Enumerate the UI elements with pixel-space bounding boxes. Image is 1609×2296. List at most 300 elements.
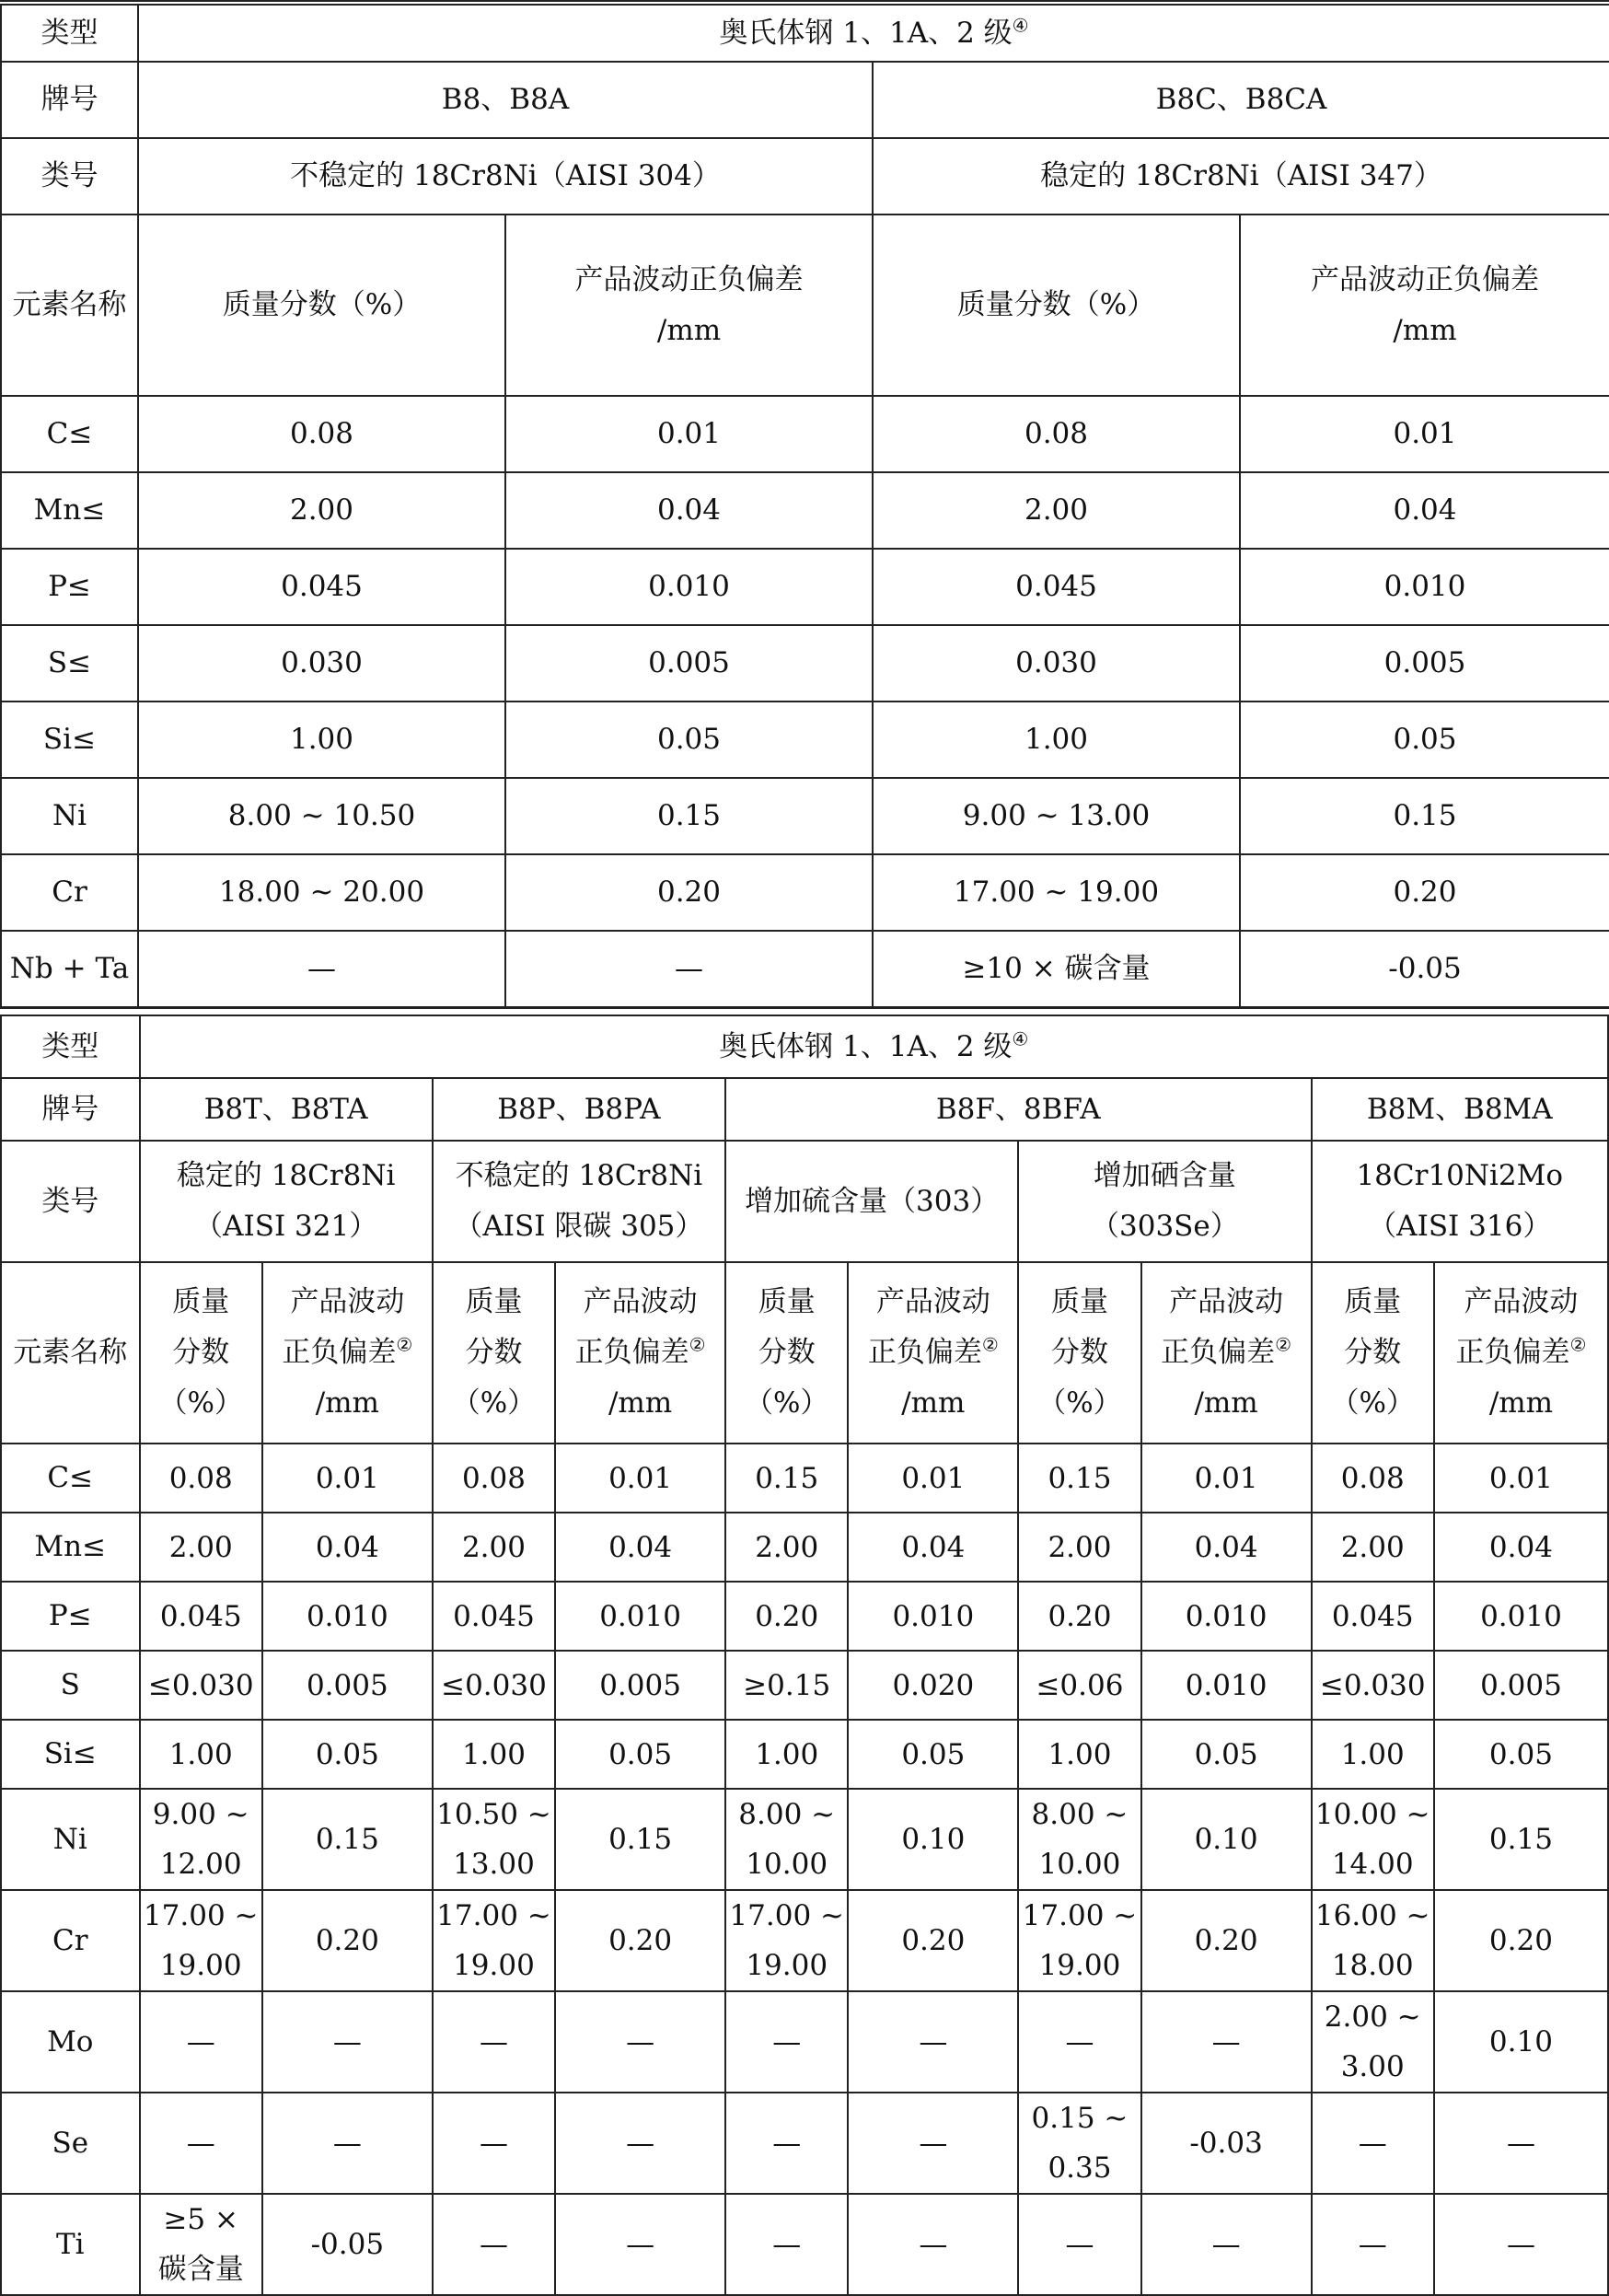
class-303 — [725, 1141, 1018, 1262]
mass-value — [140, 2093, 262, 2194]
mass-value — [140, 1444, 262, 1513]
value-line: — — [1211, 2025, 1241, 2058]
mass-header-line: 分数 — [465, 1336, 523, 1369]
value-line: 8.00 ~ — [1031, 1798, 1129, 1831]
mass-value: 0.045 — [873, 549, 1240, 625]
value-line: ≤0.030 — [147, 1668, 254, 1702]
tolerance-header-text: 正负偏差 — [867, 1336, 982, 1369]
mass-value — [433, 2194, 555, 2295]
value-line: 0.05 — [315, 1737, 379, 1771]
type-row — [1, 1015, 1608, 1078]
class-316 — [1312, 1141, 1608, 1262]
mass-value — [140, 1890, 262, 1991]
value-line: 0.05 — [608, 1737, 673, 1771]
tolerance-value — [848, 2093, 1018, 2194]
value-line: 2.00 — [168, 1530, 233, 1564]
composition-table-1 — [0, 4, 1609, 1008]
value-line: — — [1506, 2228, 1535, 2261]
value-line: 0.35 — [1048, 2151, 1112, 2185]
class-line1: 增加硒含量 — [1093, 1159, 1236, 1192]
tolerance-header-text: 正负偏差 — [574, 1336, 689, 1369]
value-line: 碳含量 — [157, 2253, 244, 2286]
value-line: 17.00 ~ — [1022, 1899, 1138, 1932]
tolerance-note: ② — [396, 1333, 413, 1356]
tolerance-value — [262, 2093, 433, 2194]
mass-header-line: 质量 — [1050, 1285, 1108, 1318]
mass-value — [1018, 1651, 1140, 1720]
element-name: Mn≤ — [1, 1513, 140, 1582]
mass-header-line: （%） — [451, 1386, 537, 1420]
tolerance-header-line: 产品波动 — [1169, 1285, 1284, 1318]
value-line: 0.01 — [1488, 1461, 1553, 1495]
mass-value: 2.00 — [138, 472, 505, 549]
element-name: S≤ — [1, 625, 138, 702]
tolerance-header-line: /mm — [901, 1386, 966, 1420]
value-line: 0.20 — [1048, 1599, 1112, 1633]
mass-value: 18.00 ~ 20.00 — [138, 854, 505, 931]
class-line2: （AISI 316） — [1368, 1210, 1552, 1243]
table-row — [1, 1720, 1608, 1789]
value-line: 2.00 ~ — [1324, 2000, 1421, 2034]
mass-value — [725, 2194, 848, 2295]
value-line: 1.00 — [755, 1737, 819, 1771]
mass-header-line: 分数 — [758, 1336, 816, 1369]
tolerance-value — [262, 1651, 433, 1720]
value-line: 0.010 — [1185, 1668, 1268, 1702]
tolerance-value — [555, 1991, 725, 2093]
tolerance-header — [848, 1262, 1018, 1444]
value-line: 2.00 — [755, 1530, 819, 1564]
table-row — [1, 1582, 1608, 1651]
tolerance-value — [555, 1651, 725, 1720]
tolerance-value — [848, 1651, 1018, 1720]
mass-value — [140, 1991, 262, 2093]
value-line: 0.01 — [901, 1461, 966, 1495]
value-line: 0.04 — [1194, 1530, 1258, 1564]
mass-value — [1312, 1720, 1434, 1789]
value-line: 0.20 — [608, 1924, 673, 1957]
value-line: ≤0.030 — [1319, 1668, 1426, 1702]
tolerance-header-text: 正负偏差 — [282, 1336, 397, 1369]
mass-value: — — [138, 931, 505, 1007]
value-line: 0.20 — [901, 1924, 966, 1957]
value-line: 1.00 — [168, 1737, 233, 1771]
table-row — [1, 2194, 1608, 2295]
tolerance-header — [1240, 215, 1609, 396]
mass-value — [1312, 1890, 1434, 1991]
value-line: 0.01 — [1194, 1461, 1258, 1495]
value-line: 0.005 — [1480, 1668, 1562, 1702]
mass-header — [1018, 1262, 1140, 1444]
class-line2: （AISI 321） — [194, 1210, 378, 1243]
mass-value — [725, 1513, 848, 1582]
value-line: -0.05 — [310, 2228, 385, 2261]
tolerance-value — [262, 2194, 433, 2295]
mass-value — [1312, 2194, 1434, 2295]
value-line: 10.00 ~ — [1314, 1798, 1430, 1831]
tolerance-value: 0.05 — [505, 702, 873, 778]
tolerance-header-line — [263, 1328, 432, 1378]
tolerance-value — [1141, 1991, 1312, 2093]
mass-value: 0.08 — [138, 396, 505, 472]
value-line: 16.00 ~ — [1314, 1899, 1430, 1932]
column-header-row — [1, 215, 1609, 396]
value-line: — — [919, 2025, 948, 2058]
value-line: 0.20 — [1488, 1924, 1553, 1957]
table-row — [1, 549, 1609, 625]
table-row — [1, 1789, 1608, 1890]
tolerance-value — [848, 1890, 1018, 1991]
element-name: C≤ — [1, 396, 138, 472]
mass-value — [1018, 2194, 1140, 2295]
value-line: 14.00 — [1331, 1848, 1414, 1881]
tolerance-value: 0.05 — [1240, 702, 1609, 778]
table-row — [1, 2093, 1608, 2194]
value-line: 0.15 — [315, 1823, 379, 1856]
value-line: 18.00 — [1331, 1949, 1414, 1982]
tolerance-value — [555, 1720, 725, 1789]
element-name: Mn≤ — [1, 472, 138, 549]
mass-value — [1312, 1789, 1434, 1890]
mass-header — [140, 1262, 262, 1444]
tolerance-header — [505, 215, 873, 396]
grade-b8p: B8P、B8PA — [433, 1078, 725, 1141]
class-label: 类号 — [1, 1141, 140, 1262]
tolerance-header-line — [556, 1328, 724, 1378]
mass-value — [1018, 1720, 1140, 1789]
element-name: Ni — [1, 778, 138, 854]
value-line: 0.20 — [1194, 1924, 1258, 1957]
element-name: Ni — [1, 1789, 140, 1890]
value-line: 0.15 — [608, 1823, 673, 1856]
tolerance-value — [1141, 1582, 1312, 1651]
value-line: — — [1506, 2127, 1535, 2160]
mass-value — [725, 1651, 848, 1720]
value-line: 0.045 — [1331, 1599, 1414, 1633]
class-304: 不稳定的 18Cr8Ni（AISI 304） — [138, 138, 873, 215]
value-line: 0.04 — [1488, 1530, 1553, 1564]
value-line: 0.15 — [1048, 1461, 1112, 1495]
class-line1: 增加硫含量（303） — [745, 1184, 1000, 1218]
value-line: 0.08 — [168, 1461, 233, 1495]
element-name: Ti — [1, 2194, 140, 2295]
class-line2: （303Se） — [1091, 1210, 1239, 1243]
tolerance-value — [555, 1890, 725, 1991]
tolerance-note: ② — [689, 1333, 706, 1356]
value-line: 13.00 — [453, 1848, 535, 1881]
tolerance-value — [262, 1890, 433, 1991]
tolerance-value — [262, 1582, 433, 1651]
column-header-row — [1, 1262, 1608, 1444]
value-line: 10.00 — [1038, 1848, 1121, 1881]
value-line: 10.50 ~ — [436, 1798, 551, 1831]
value-line: — — [919, 2127, 948, 2160]
tolerance-value — [848, 2194, 1018, 2295]
grade-b8m: B8M、B8MA — [1312, 1078, 1608, 1141]
grade-b8c: B8C、B8CA — [873, 62, 1609, 138]
tolerance-value — [1141, 1651, 1312, 1720]
mass-value — [725, 1582, 848, 1651]
table-row — [1, 778, 1609, 854]
mass-header-line: 分数 — [1050, 1336, 1108, 1369]
type-value: 奥氏体钢 1、1A、2 级 — [719, 1029, 1013, 1063]
type-value-cell — [138, 5, 1609, 62]
mass-value — [1018, 1890, 1140, 1991]
mass-value — [1312, 1444, 1434, 1513]
tolerance-value — [1141, 1513, 1312, 1582]
mass-value — [433, 1720, 555, 1789]
type-label: 类型 — [1, 1015, 140, 1078]
tolerance-note: ② — [981, 1333, 999, 1356]
tolerance-value — [262, 1720, 433, 1789]
mass-value — [1018, 1582, 1140, 1651]
type-value: 奥氏体钢 1、1A、2 级 — [719, 16, 1013, 50]
element-name: Si≤ — [1, 702, 138, 778]
mass-header: 质量分数（%） — [873, 215, 1240, 396]
mass-value: 1.00 — [873, 702, 1240, 778]
value-line: 0.20 — [755, 1599, 819, 1633]
tolerance-value: 0.010 — [1240, 549, 1609, 625]
tolerance-value: 0.15 — [1240, 778, 1609, 854]
value-line: 0.20 — [315, 1924, 379, 1957]
mass-header-line: 质量 — [758, 1285, 816, 1318]
value-line: 9.00 ~ — [152, 1798, 249, 1831]
value-line: 0.020 — [892, 1668, 975, 1702]
mass-value — [725, 1720, 848, 1789]
tolerance-header-line — [849, 1328, 1017, 1378]
value-line: — — [772, 2025, 802, 2058]
tolerance-value: 0.01 — [505, 396, 873, 472]
element-name: S — [1, 1651, 140, 1720]
value-line: ≥5 × — [163, 2203, 238, 2236]
tolerance-value — [848, 1991, 1018, 2093]
mass-value: 9.00 ~ 13.00 — [873, 778, 1240, 854]
tolerance-value — [555, 1444, 725, 1513]
value-line: — — [479, 2228, 508, 2261]
tolerance-note: ② — [1275, 1333, 1292, 1356]
grade-b8t: B8T、B8TA — [140, 1078, 433, 1141]
tolerance-value: 0.005 — [505, 625, 873, 702]
mass-value — [140, 2194, 262, 2295]
value-line: 0.045 — [159, 1599, 242, 1633]
tolerance-value — [555, 2093, 725, 2194]
grade-row — [1, 62, 1609, 138]
value-line: 1.00 — [1048, 1737, 1112, 1771]
element-name: P≤ — [1, 1582, 140, 1651]
tolerance-value — [848, 1513, 1018, 1582]
value-line: -0.03 — [1189, 2127, 1263, 2160]
mass-value: 8.00 ~ 10.50 — [138, 778, 505, 854]
mass-header — [725, 1262, 848, 1444]
value-line: 0.10 — [1488, 2025, 1553, 2058]
mass-value — [433, 1444, 555, 1513]
class-347: 稳定的 18Cr8Ni（AISI 347） — [873, 138, 1609, 215]
element-name: Mo — [1, 1991, 140, 2093]
value-line: 0.04 — [901, 1530, 966, 1564]
mass-value — [433, 1890, 555, 1991]
grade-row — [1, 1078, 1608, 1141]
table1-body — [1, 396, 1609, 1007]
mass-header-line: （%） — [1330, 1386, 1415, 1420]
tolerance-value — [262, 1513, 433, 1582]
tolerance-value — [1434, 1720, 1608, 1789]
value-line: — — [186, 2127, 215, 2160]
grade-label: 牌号 — [1, 1078, 140, 1141]
grade-b8f: B8F、8BFA — [725, 1078, 1312, 1141]
tolerance-value — [848, 1789, 1018, 1890]
value-line: 0.01 — [608, 1461, 673, 1495]
value-line: 19.00 — [453, 1949, 535, 1982]
value-line: 0.04 — [315, 1530, 379, 1564]
value-line: 0.10 — [1194, 1823, 1258, 1856]
table-row — [1, 931, 1609, 1007]
class-row — [1, 1141, 1608, 1262]
value-line: 0.010 — [599, 1599, 681, 1633]
value-line: 0.15 — [1488, 1823, 1553, 1856]
tolerance-header-line — [1142, 1328, 1311, 1378]
class-line1: 不稳定的 18Cr8Ni — [455, 1159, 703, 1192]
mass-value: 2.00 — [873, 472, 1240, 549]
mass-value — [1312, 1582, 1434, 1651]
tolerance-header-line: 产品波动 — [583, 1285, 698, 1318]
mass-value — [1018, 1513, 1140, 1582]
tolerance-value: 0.01 — [1240, 396, 1609, 472]
tolerance-value — [848, 1444, 1018, 1513]
value-line: ≤0.06 — [1036, 1668, 1124, 1702]
tolerance-header-line1: 产品波动正负偏差 — [1311, 262, 1539, 296]
mass-value — [433, 1513, 555, 1582]
value-line: 17.00 ~ — [436, 1899, 551, 1932]
table-row — [1, 1651, 1608, 1720]
tolerance-header-line: /mm — [608, 1386, 673, 1420]
tolerance-header — [1141, 1262, 1312, 1444]
tolerance-header — [1434, 1262, 1608, 1444]
tolerance-header-line — [1435, 1328, 1607, 1378]
class-label: 类号 — [1, 138, 138, 215]
tolerance-value: 0.010 — [505, 549, 873, 625]
mass-value: 0.08 — [873, 396, 1240, 472]
table-row — [1, 1444, 1608, 1513]
value-line: 2.00 — [461, 1530, 526, 1564]
value-line: 0.04 — [608, 1530, 673, 1564]
table-row — [1, 1513, 1608, 1582]
mass-value — [433, 2093, 555, 2194]
element-name: C≤ — [1, 1444, 140, 1513]
composition-table-2 — [0, 1015, 1609, 2296]
class-321 — [140, 1141, 433, 1262]
value-line: — — [1358, 2127, 1387, 2160]
value-line: 19.00 — [159, 1949, 242, 1982]
class-line2: （AISI 限碳 305） — [454, 1210, 704, 1243]
tolerance-value — [1434, 1991, 1608, 2093]
tolerance-value — [848, 1720, 1018, 1789]
mass-value — [725, 1444, 848, 1513]
value-line: 0.005 — [306, 1668, 388, 1702]
mass-value — [725, 1789, 848, 1890]
value-line: ≥0.15 — [743, 1668, 831, 1702]
tolerance-header-line1: 产品波动正负偏差 — [574, 262, 804, 296]
value-line: 0.08 — [1340, 1461, 1405, 1495]
value-line: 0.15 ~ — [1031, 2102, 1129, 2135]
value-line: 1.00 — [1340, 1737, 1405, 1771]
mass-header: 质量分数（%） — [138, 215, 505, 396]
tolerance-header-text: 正负偏差 — [1161, 1336, 1276, 1369]
value-line: — — [626, 2025, 655, 2058]
value-line: — — [186, 2025, 215, 2058]
value-line: 2.00 — [1048, 1530, 1112, 1564]
value-line: 0.01 — [315, 1461, 379, 1495]
mass-header-line: 质量 — [465, 1285, 523, 1318]
element-name: Nb + Ta — [1, 931, 138, 1007]
mass-value — [725, 1991, 848, 2093]
tolerance-value — [1434, 1651, 1608, 1720]
tolerance-header-line: 产品波动 — [1464, 1285, 1579, 1318]
tolerance-header-line: /mm — [315, 1386, 379, 1420]
class-303se — [1018, 1141, 1311, 1262]
value-line: 17.00 ~ — [729, 1899, 844, 1932]
tolerance-value — [262, 1991, 433, 2093]
mass-value — [140, 1582, 262, 1651]
tolerance-value — [1434, 2093, 1608, 2194]
table-row — [1, 1991, 1608, 2093]
tolerance-header-line2: /mm — [1393, 313, 1457, 347]
mass-value — [433, 1651, 555, 1720]
tolerance-value: 0.20 — [1240, 854, 1609, 931]
class-row — [1, 138, 1609, 215]
table-row — [1, 702, 1609, 778]
element-name: Se — [1, 2093, 140, 2194]
value-line: 0.08 — [461, 1461, 526, 1495]
value-line: 3.00 — [1340, 2050, 1405, 2083]
value-line: 0.10 — [901, 1823, 966, 1856]
element-label: 元素名称 — [1, 215, 138, 396]
value-line: 0.05 — [901, 1737, 966, 1771]
tolerance-value — [1141, 2093, 1312, 2194]
value-line: — — [479, 2025, 508, 2058]
value-line: — — [1065, 2025, 1094, 2058]
mass-value — [433, 1789, 555, 1890]
mass-header — [1312, 1262, 1434, 1444]
mass-header-line: 质量 — [172, 1285, 230, 1318]
value-line: 0.010 — [1185, 1599, 1268, 1633]
tolerance-value — [262, 1789, 433, 1890]
type-value-cell — [140, 1015, 1608, 1078]
mass-value: 0.030 — [138, 625, 505, 702]
mass-value — [1312, 1651, 1434, 1720]
mass-value — [725, 1890, 848, 1991]
mass-value: 1.00 — [138, 702, 505, 778]
tolerance-value — [848, 1582, 1018, 1651]
value-line: 10.00 — [746, 1848, 828, 1881]
value-line: — — [626, 2228, 655, 2261]
tolerance-value: 0.005 — [1240, 625, 1609, 702]
tolerance-value — [1434, 1513, 1608, 1582]
table-row — [1, 854, 1609, 931]
mass-value — [1312, 1513, 1434, 1582]
value-line: — — [919, 2228, 948, 2261]
value-line: 0.05 — [1488, 1737, 1553, 1771]
mass-value — [1018, 1991, 1140, 2093]
tolerance-value: -0.05 — [1240, 931, 1609, 1007]
mass-value — [1312, 1991, 1434, 2093]
mass-value: 0.045 — [138, 549, 505, 625]
mass-value — [433, 1582, 555, 1651]
tolerance-value — [1434, 1890, 1608, 1991]
mass-value: ≥10 × 碳含量 — [873, 931, 1240, 1007]
tolerance-value — [555, 1789, 725, 1890]
grade-b8: B8、B8A — [138, 62, 873, 138]
tolerance-value — [555, 2194, 725, 2295]
